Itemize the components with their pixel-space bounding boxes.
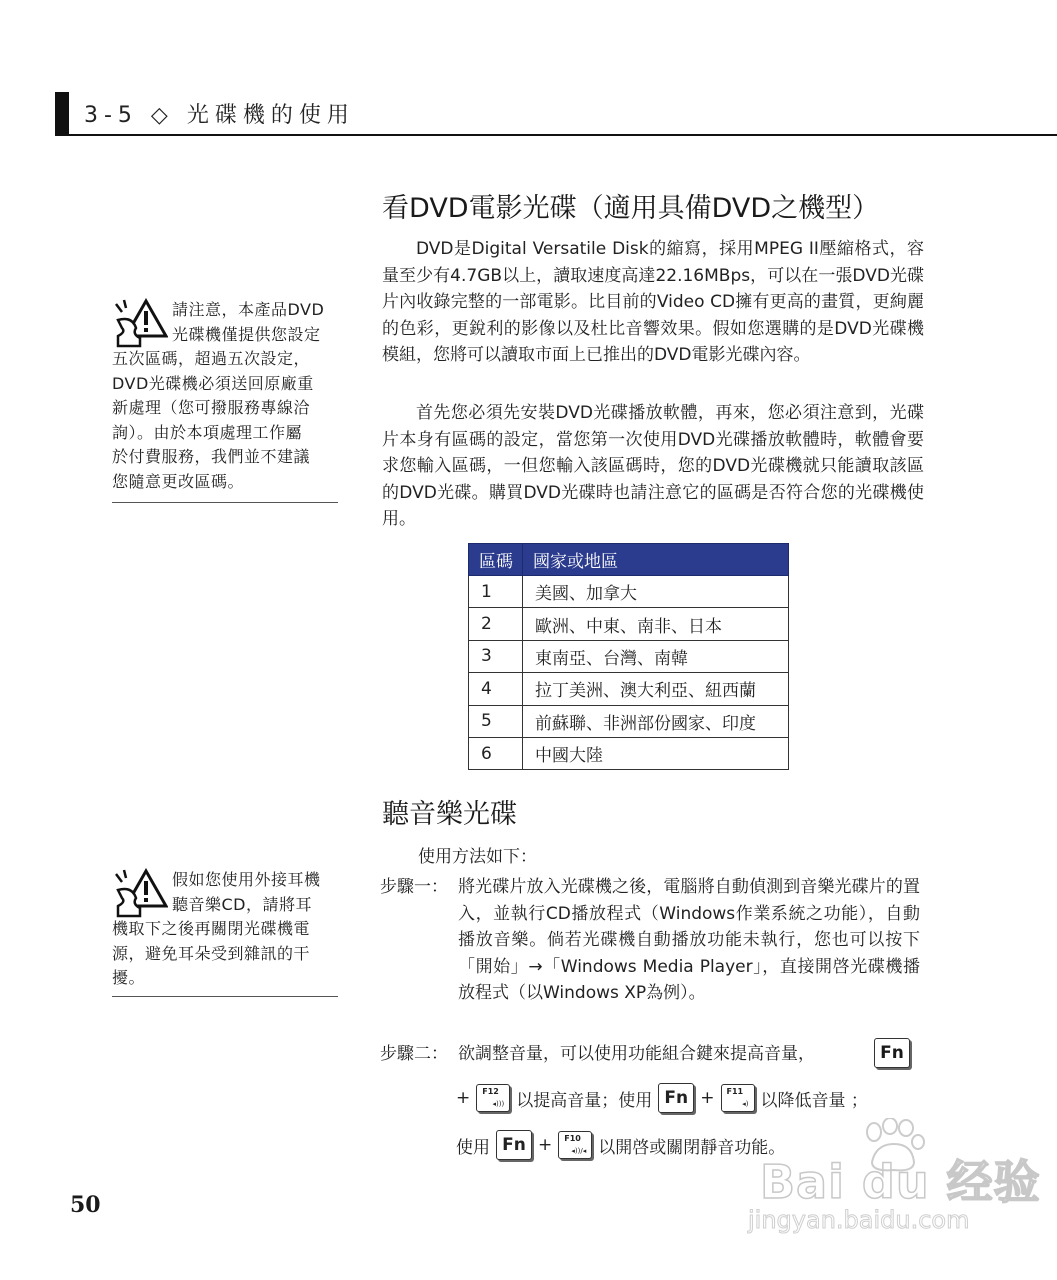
- mute-text: 以開啓或關閉靜音功能。: [598, 1137, 786, 1158]
- f12-volume-up-key-icon: F12 ◂))): [476, 1084, 510, 1112]
- region-code-cell: 3: [469, 640, 523, 672]
- note-divider: [112, 996, 338, 997]
- table-header-row: [469, 544, 789, 576]
- region-code-cell: 2: [469, 608, 523, 640]
- volume-down-text: 以降低音量 ；: [760, 1090, 868, 1111]
- region-code-table: [468, 543, 789, 770]
- note-text-line: 源，避免耳朵受到雜訊的干: [112, 943, 311, 963]
- note-text-line: 擾。: [112, 968, 146, 987]
- note-text-line: 五次區碼，超過五次設定，: [112, 349, 311, 368]
- mute-line: [456, 1130, 785, 1160]
- step-one-text: 將光碟片放入光碟機之後，電腦將自動偵測到音樂光碟片的置入，並執行CD播放程式（Windows作業系統之功能），自動播放音樂。倘若光碟機自動播放功能未執行，您也可以按下「開始」→「Windows Media Player」，直接開啓光碟機播放程式（以Windows XP為例）。: [458, 877, 920, 1004]
- volume-up-down-line: [456, 1083, 868, 1113]
- usage-intro: 使用方法如下：: [418, 847, 537, 867]
- dvd-paragraph-1: DVD是Digital Versatile Disk的縮寫，採用MPEG II壓縮格式，容量至少有4.7GB以上，讀取速度高達22.16MBps，可以在一張DVD光碟片內收錄完整的一部電影。比目前的Video CD擁有更高的畫質，更絢麗的色彩，更銳利的影像以及杜比音響效果。假如您選購的是DVD光碟機模組，您將可以讀取市面上已推出的DVD電影光碟內容。: [382, 239, 924, 366]
- table-row: [469, 576, 789, 608]
- note-text-line: 新處理（您可撥服務專線洽: [112, 398, 311, 417]
- note-text-line: DVD光碟機必須送回原廠重: [112, 373, 314, 393]
- fn-key-icon: Fn: [874, 1038, 910, 1068]
- section-title-music-cd: 聽音樂光碟: [382, 799, 517, 830]
- plus-sign: +: [700, 1088, 715, 1108]
- note-text-first: 請注意，本產品DVD: [172, 300, 325, 319]
- step-one: [380, 874, 920, 1034]
- region-name-cell: 拉丁美洲、澳大利亞、紐西蘭: [523, 673, 789, 705]
- region-name-cell: 前蘇聯、非洲部份國家、印度: [523, 705, 789, 737]
- region-code-cell: 4: [469, 673, 523, 705]
- watermark-text: Bai du 经验: [760, 1155, 1041, 1209]
- region-code-cell: 1: [469, 576, 523, 608]
- caution-icon: [112, 868, 168, 918]
- side-note-headphones: [112, 868, 338, 991]
- column-header-region: 國家或地區: [523, 544, 789, 576]
- header-bar: [55, 92, 69, 136]
- side-note-region-code: [112, 298, 338, 494]
- section-title-dvd: 看DVD電影光碟（適用具備DVD之機型）: [382, 193, 880, 224]
- note-divider: [112, 502, 338, 503]
- table-row: [469, 640, 789, 672]
- plus-sign: +: [456, 1088, 471, 1108]
- note-text-line: 詢）。由於本項處理工作屬: [112, 422, 303, 442]
- table-row: [469, 705, 789, 737]
- table-row: [469, 608, 789, 640]
- note-text-first: 假如您使用外接耳機: [172, 870, 321, 889]
- page-number: 50: [70, 1192, 101, 1218]
- region-name-cell: 歐洲、中東、南非、日本: [523, 608, 789, 640]
- step-one-label: 步驟一：: [380, 877, 448, 897]
- step-two: [380, 1041, 920, 1071]
- step-two-label: 步驟二：: [380, 1044, 448, 1064]
- note-text-line: 機取下之後再關閉光碟機電: [112, 919, 311, 938]
- chapter-header: 3-5 ◇ 光碟機的使用: [84, 103, 355, 128]
- note-text-line: 您隨意更改區碼。: [112, 471, 245, 491]
- step-two-text: 欲調整音量，可以使用功能組合鍵來提高音量，: [458, 1044, 815, 1064]
- region-name-cell: 東南亞、台灣、南韓: [523, 640, 789, 672]
- note-text-line: 於付費服務，我們並不建議: [112, 447, 311, 466]
- fn-key-icon: Fn: [496, 1130, 532, 1160]
- region-name-cell: 美國、加拿大: [523, 576, 789, 608]
- f10-mute-key-icon: F10 ◂))/◂: [558, 1131, 592, 1159]
- column-header-code: 區碼: [469, 544, 523, 576]
- watermark-url: jingyan.baidu.com: [748, 1206, 970, 1234]
- volume-up-text: 以提高音量；使用: [516, 1090, 653, 1111]
- table-row: [469, 737, 789, 769]
- region-code-cell: 6: [469, 737, 523, 769]
- caution-icon: [112, 298, 168, 348]
- table-row: [469, 673, 789, 705]
- note-text-line: 光碟機僅提供您設定: [172, 324, 321, 344]
- region-name-cell: 中國大陸: [523, 737, 789, 769]
- fn-key-icon: Fn: [658, 1083, 694, 1113]
- region-code-cell: 5: [469, 705, 523, 737]
- note-text-line: 聽音樂CD，請將耳: [172, 894, 312, 914]
- header-rule: [55, 134, 1057, 136]
- dvd-paragraph-2: 首先您必須先安裝DVD光碟播放軟體，再來，您必須注意到，光碟片本身有區碼的設定，當您第一次使用DVD光碟播放軟體時，軟體會要求您輸入區碼，一但您輸入該區碼時，您的DVD光碟機就只能讀取該區的DVD光碟。購買DVD光碟時也請注意它的區碼是否符合您的光碟機使用。: [382, 403, 924, 530]
- plus-sign: +: [538, 1135, 553, 1155]
- baidu-watermark: [740, 1118, 1041, 1238]
- use-text: 使用: [456, 1137, 490, 1158]
- f11-volume-down-key-icon: F11 ◂): [721, 1084, 755, 1112]
